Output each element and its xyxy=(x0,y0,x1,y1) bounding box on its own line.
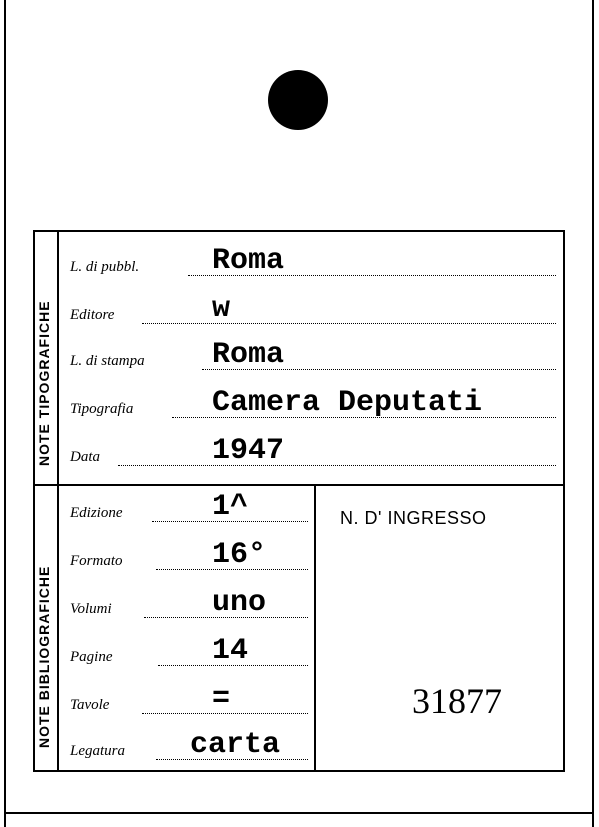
card-bottom-edge xyxy=(4,812,594,814)
card-right-edge xyxy=(592,0,594,827)
field-label: Formato xyxy=(70,553,123,569)
field-label: Volumi xyxy=(70,601,112,617)
field-value: uno xyxy=(212,586,267,620)
field-label: Legatura xyxy=(70,743,126,759)
field-value: Roma xyxy=(212,338,285,372)
field-value: w xyxy=(212,292,231,326)
field-data xyxy=(70,428,560,468)
field-luogo-pubblicazione xyxy=(70,238,560,278)
field-value: = xyxy=(212,682,231,716)
field-value: 14 xyxy=(212,634,249,668)
field-label: Edizione xyxy=(70,505,123,521)
field-pagine xyxy=(70,628,310,668)
field-label: L. di stampa xyxy=(70,353,145,369)
field-edizione xyxy=(70,484,310,524)
ingresso-divider xyxy=(314,486,316,770)
field-value: carta xyxy=(190,728,281,762)
field-value: 1947 xyxy=(212,434,285,468)
note-bibliografiche-label: NOTE BIBLIOGRAFICHE xyxy=(36,565,52,748)
field-label: L. di pubbl. xyxy=(70,259,140,275)
field-label: Tavole xyxy=(70,697,110,713)
card-left-edge xyxy=(4,0,6,827)
field-legatura xyxy=(70,722,310,762)
ingresso-number: 31877 xyxy=(412,681,502,721)
field-tavole xyxy=(70,676,310,716)
field-tipografia xyxy=(70,380,560,420)
ingresso-title: N. D' INGRESSO xyxy=(340,508,487,528)
field-value: Roma xyxy=(212,244,285,278)
side-label-divider-bottom xyxy=(57,486,59,770)
field-value: 1^ xyxy=(212,490,249,524)
field-label: Pagine xyxy=(70,649,113,665)
field-formato xyxy=(70,532,310,572)
field-volumi xyxy=(70,580,310,620)
field-value: 16° xyxy=(212,538,267,572)
field-luogo-stampa xyxy=(70,332,560,372)
field-label: Tipografia xyxy=(70,401,134,417)
field-label: Editore xyxy=(70,307,115,323)
side-label-divider-top xyxy=(57,232,59,484)
field-editore xyxy=(70,286,560,326)
field-label: Data xyxy=(70,449,100,465)
field-value: Camera Deputati xyxy=(212,386,483,420)
note-tipografiche-label: NOTE TIPOGRAFICHE xyxy=(36,300,52,466)
punch-hole xyxy=(268,70,328,130)
